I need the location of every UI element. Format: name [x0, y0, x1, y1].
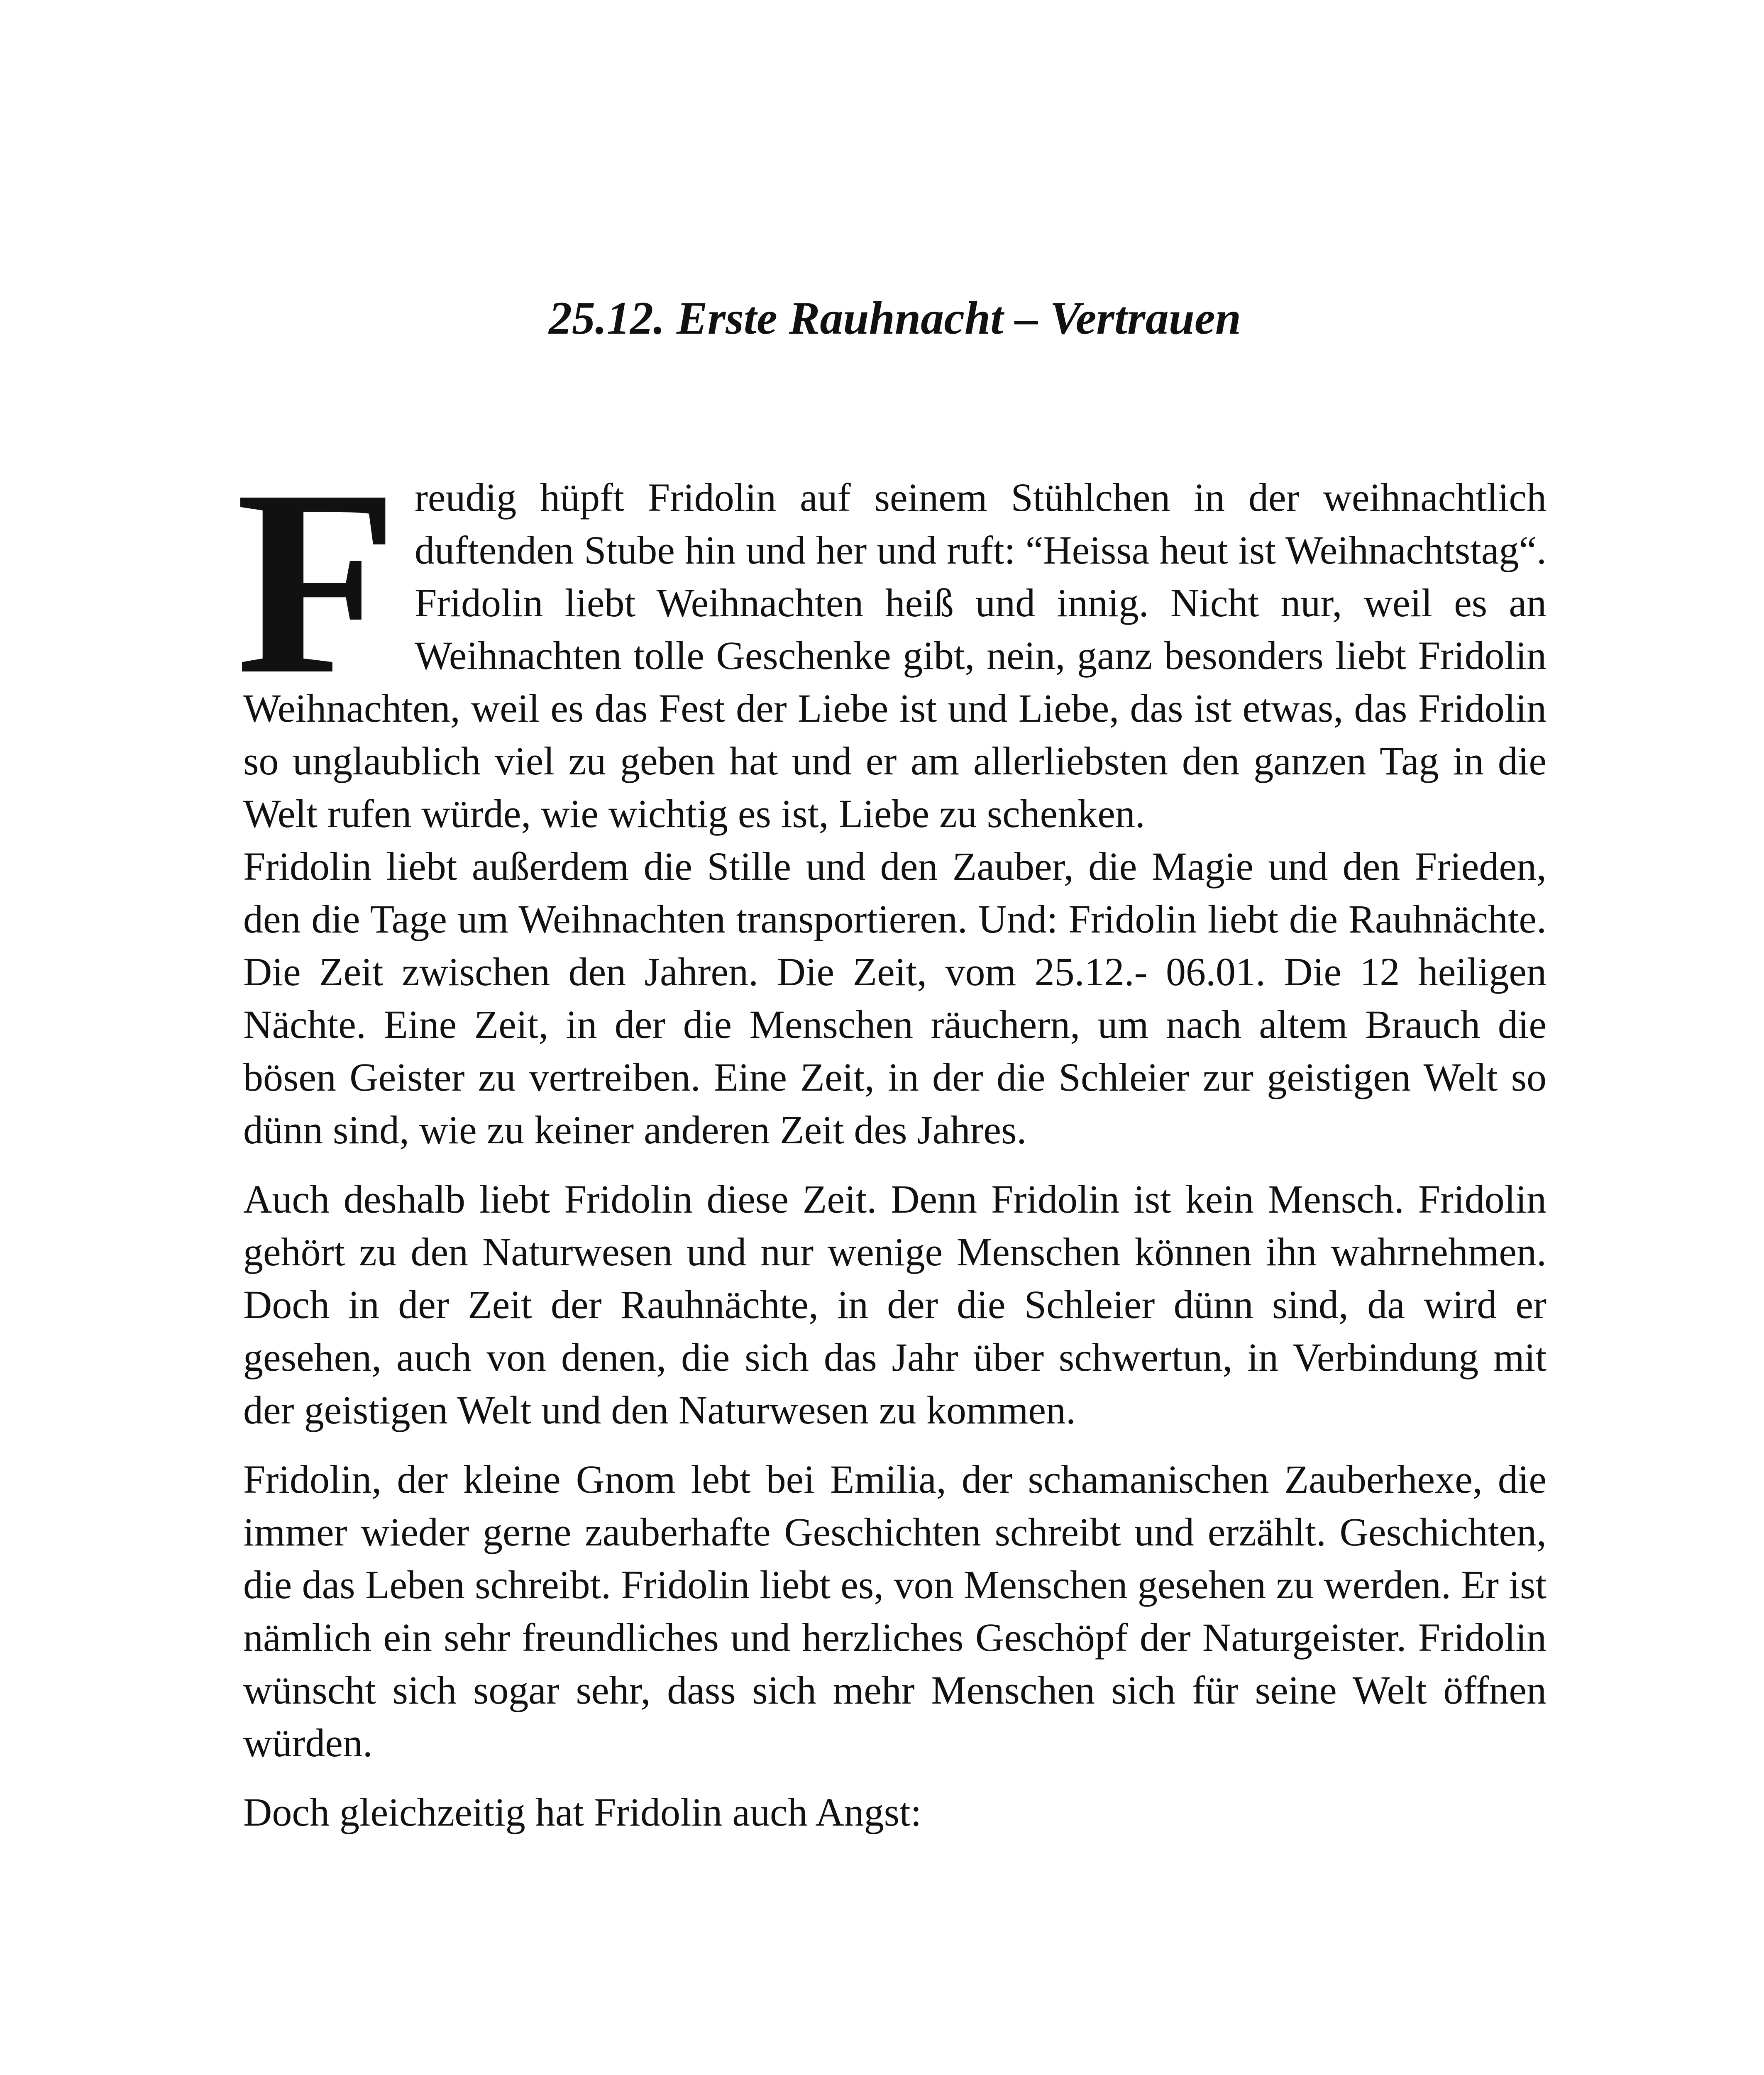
paragraph-5: Doch gleichzeitig hat Fridolin auch Angst:	[243, 1790, 922, 1834]
chapter-body	[236, 435, 1547, 1855]
paragraph-1-text: reudig hüpft Fridolin auf seinem Stühlchen in der weihnachtlich duftenden Stube hin und her und ruft: “Heissa heut ist Weihnachtstag“. Fridolin liebt Weihnachten heiß und innig. Nicht nur, weil es an Weihnachten tolle Geschenke gibt, nein, ganz besonders liebt Fridolin Weihnachten, weil es das Fest der Liebe ist und Liebe, das ist etwas, das Fridolin so unglaublich viel zu geben hat und er am allerliebsten den ganzen Tag in die Welt rufen würde, wie wichtig es ist, Liebe zu schenken.	[243, 475, 1547, 836]
paragraph-1	[236, 435, 1547, 840]
drop-cap: F	[236, 435, 398, 729]
paragraph-4: Fridolin, der kleine Gnom lebt bei Emilia, der schamanischen Zauberhexe, die immer wieder gerne zauberhafte Geschichten schreibt und erzählt. Geschichten, die das Leben schreibt. Fridolin liebt es, von Menschen gesehen zu werden. Er ist nämlich ein sehr freundliches und herzliches Geschöpf der Naturgeister. Fridolin wünscht sich sogar sehr, dass sich mehr Menschen sich für seine Welt öffnen würden.	[243, 1457, 1547, 1765]
paragraph-2: Fridolin liebt außerdem die Stille und den Zauber, die Magie und den Frieden, den die Tage um Weihnachten transportieren. Und: Fridolin liebt die Rauhnächte. Die Zeit zwischen den Jahren. Die Zeit, vom 25.12.- 06.01. Die 12 heiligen Nächte. Eine Zeit, in der die Menschen räuchern, um nach altem Brauch die bösen Geister zu vertreiben. Eine Zeit, in der die Schleier zur geistigen Welt so dünn sind, wie zu keiner anderen Zeit des Jahres.	[243, 844, 1547, 1152]
paragraph-3: Auch deshalb liebt Fridolin diese Zeit. Denn Fridolin ist kein Mensch. Fridolin gehört zu den Naturwesen und nur wenige Menschen können ihn wahrnehmen. Doch in der Zeit der Rauhnächte, in der die Schleier dünn sind, da wird er gesehen, auch von denen, die sich das Jahr über schwertun, in Verbindung mit der geistigen Welt und den Naturwesen zu kommen.	[243, 1177, 1547, 1432]
chapter-title: 25.12. Erste Rauhnacht – Vertrauen	[549, 293, 1241, 344]
